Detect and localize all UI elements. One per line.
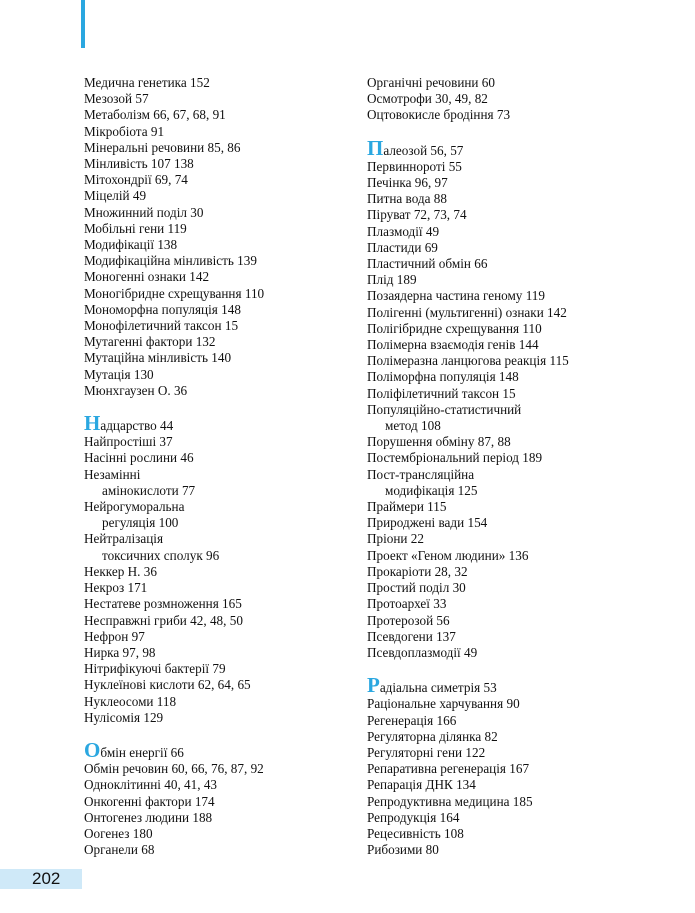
index-entry: Мітохондрії 69, 74 xyxy=(84,172,188,188)
index-entry: Плід 189 xyxy=(367,272,417,288)
index-entry-section-start xyxy=(367,135,667,160)
index-entry: Проект «Геном людини» 136 xyxy=(367,547,529,563)
index-entry: Полімерна взаємодія генів 144 xyxy=(367,337,539,353)
index-entry: Псевдогени 137 xyxy=(367,628,456,644)
index-column-left xyxy=(84,75,354,858)
index-entry: Органели 68 xyxy=(84,842,155,858)
index-entry-continuation: токсичних сполук 96 xyxy=(102,547,220,563)
index-entry: Раціональне харчування 90 xyxy=(367,696,520,712)
index-entry: Медична генетика 152 xyxy=(84,75,210,90)
index-entry: Поліморфна популяція 148 xyxy=(367,369,519,385)
index-entry: Незамінні xyxy=(84,466,141,482)
index-entry-continuation: амінокислоти 77 xyxy=(102,482,196,498)
index-entry-section-start xyxy=(84,411,354,436)
index-entry: Мобільні гени 119 xyxy=(84,220,187,236)
index-entry: Мутагенні фактори 132 xyxy=(84,334,216,350)
index-entry: Мутація 130 xyxy=(84,366,154,382)
index-entry: Протерозой 56 xyxy=(367,612,450,628)
index-entry: Полігенні (мультигенні) ознаки 142 xyxy=(367,304,567,320)
index-entry-text: бмін енергії 66 xyxy=(100,744,184,760)
index-entry: Метаболізм 66, 67, 68, 91 xyxy=(84,107,226,123)
index-entry: Нейтралізація xyxy=(84,531,164,547)
index-entry: Монофілетичний таксон 15 xyxy=(84,318,239,334)
index-entry: Мезозой 57 xyxy=(84,91,149,107)
index-entry: Нітрифікуючі бактерії 79 xyxy=(84,661,226,677)
index-entry: Позаядерна частина геному 119 xyxy=(367,288,545,304)
section-initial-letter: П xyxy=(367,135,384,160)
index-entry: Природжені вади 154 xyxy=(367,515,488,531)
index-entry: Обмін речовин 60, 66, 76, 87, 92 xyxy=(84,761,264,777)
index-entry: Репаративна регенерація 167 xyxy=(367,761,530,777)
index-entry: Мутаційна мінливість 140 xyxy=(84,350,232,366)
index-entry: Органічні речовини 60 xyxy=(367,75,495,90)
index-entry: Прокаріоти 28, 32 xyxy=(367,563,468,579)
index-entry: Мінеральні речовини 85, 86 xyxy=(84,139,241,155)
index-entry-continuation: метод 108 xyxy=(385,418,441,434)
index-entry: Піруват 72, 73, 74 xyxy=(367,207,467,223)
index-entry: Полімеразна ланцюгова реакція 115 xyxy=(367,353,569,369)
index-entry: Полігібридне схрещування 110 xyxy=(367,320,542,336)
index-entry: Регуляторна ділянка 82 xyxy=(367,728,498,744)
index-entry: Міцелій 49 xyxy=(84,188,147,204)
index-entry: Поліфілетичний таксон 15 xyxy=(367,385,516,401)
index-entry: Онкогенні фактори 174 xyxy=(84,793,215,809)
index-entry: Нейрогуморальна xyxy=(84,499,185,515)
index-entry: Моногенні ознаки 142 xyxy=(84,269,210,285)
index-entry: Модифікації 138 xyxy=(84,237,178,253)
index-entry: Питна вода 88 xyxy=(367,191,447,207)
index-entry-section-start xyxy=(367,673,667,698)
index-entry: Плазмодії 49 xyxy=(367,223,440,239)
index-entry: Некроз 171 xyxy=(84,580,148,596)
index-entry: Нуклеосоми 118 xyxy=(84,693,177,709)
section-gap xyxy=(84,726,354,742)
index-entry: Простий поділ 30 xyxy=(367,580,466,596)
index-entry: Пріони 22 xyxy=(367,531,424,547)
index-entry: Протоархеї 33 xyxy=(367,596,447,612)
index-entry: Несправжні гриби 42, 48, 50 xyxy=(84,612,243,628)
index-entry: Порушення обміну 87, 88 xyxy=(367,434,511,450)
index-entry: Нуклеїнові кислоти 62, 64, 65 xyxy=(84,677,251,693)
section-gap xyxy=(84,399,354,415)
index-entry: Пластиди 69 xyxy=(367,239,438,255)
index-entry: Нестатеве розмноження 165 xyxy=(84,596,242,612)
section-gap xyxy=(367,661,667,677)
index-entry-text: алеозой 56, 57 xyxy=(383,142,464,158)
section-initial-letter: Р xyxy=(367,673,380,698)
index-entry: Праймери 115 xyxy=(367,499,447,515)
index-entry: Рибозими 80 xyxy=(367,842,439,858)
index-entry: Псевдоплазмодії 49 xyxy=(367,644,478,660)
index-entry: Репродукція 164 xyxy=(367,809,460,825)
index-entry: Оцтовокисле бродіння 73 xyxy=(367,107,511,123)
index-entry: Печінка 96, 97 xyxy=(367,175,448,191)
index-entry: Мюнхгаузен О. 36 xyxy=(84,382,188,398)
top-accent-rule xyxy=(81,0,85,48)
index-entry: Регуляторні гени 122 xyxy=(367,744,486,760)
section-gap xyxy=(367,124,667,140)
index-entry-continuation: регуляція 100 xyxy=(102,515,179,531)
index-entry: Мікробіота 91 xyxy=(84,123,165,139)
index-entry: Популяційно-статистичний xyxy=(367,401,522,417)
index-entry: Мінливість 107 138 xyxy=(84,156,194,172)
index-entry: Оогенез 180 xyxy=(84,825,153,841)
index-entry: Модифікаційна мінливість 139 xyxy=(84,253,257,269)
index-entry: Первиннороті 55 xyxy=(367,158,462,174)
index-entry: Постембріональний період 189 xyxy=(367,450,543,466)
index-entry: Осмотрофи 30, 49, 82 xyxy=(367,91,488,107)
index-entry: Регенерація 166 xyxy=(367,712,457,728)
index-entry: Репродуктивна медицина 185 xyxy=(367,793,533,809)
index-entry-text: адіальна симетрія 53 xyxy=(379,680,497,696)
index-entry-section-start xyxy=(84,737,354,762)
section-initial-letter: О xyxy=(84,737,101,762)
index-entry-continuation: модифікація 125 xyxy=(385,482,478,498)
index-entry: Нефрон 97 xyxy=(84,628,145,644)
index-entry-text: адцарство 44 xyxy=(100,418,174,434)
index-entry: Пост-трансляційна xyxy=(367,466,475,482)
index-entry: Нирка 97, 98 xyxy=(84,644,156,660)
index-entry: Репарація ДНК 134 xyxy=(367,777,476,793)
section-initial-letter: Н xyxy=(84,411,101,436)
index-entry: Мономорфна популяція 148 xyxy=(84,301,241,317)
index-entry: Пластичний обмін 66 xyxy=(367,256,488,272)
index-entry: Одноклітинні 40, 41, 43 xyxy=(84,777,218,793)
index-entry: Рецесивність 108 xyxy=(367,825,464,841)
index-entry: Множинний поділ 30 xyxy=(84,204,204,220)
index-column-right xyxy=(367,75,667,858)
index-entry: Моногібридне схрещування 110 xyxy=(84,285,265,301)
page-number: 202 xyxy=(32,869,61,888)
index-entry: Онтогенез людини 188 xyxy=(84,809,213,825)
index-entry: Неккер Н. 36 xyxy=(84,563,157,579)
index-entry: Насінні рослини 46 xyxy=(84,450,194,466)
index-entry: Найпростіші 37 xyxy=(84,434,173,450)
index-entry: Нулісомія 129 xyxy=(84,709,164,725)
